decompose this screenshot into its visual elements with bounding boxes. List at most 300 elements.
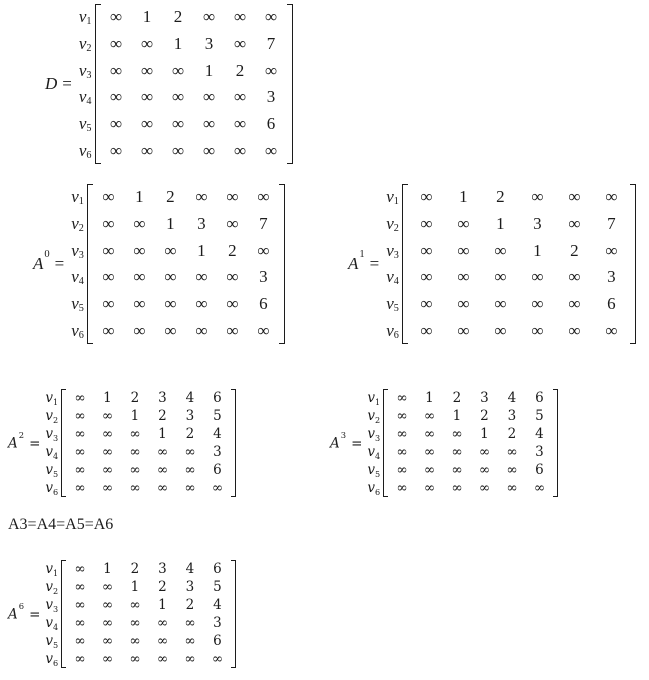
equality-note: A3=A4=A5=A6 xyxy=(8,516,114,533)
row-label xyxy=(71,264,84,291)
matrix-cell: ∞ xyxy=(264,7,278,27)
matrix-cell: ∞ xyxy=(396,390,408,406)
matrix-cell: 2 xyxy=(507,426,517,442)
matrix-cell: ∞ xyxy=(171,87,185,107)
matrix-cell: ∞ xyxy=(568,214,581,234)
matrix-cell: 1 xyxy=(166,214,175,234)
matrix-cell: ∞ xyxy=(478,480,491,496)
matrix-cell: ∞ xyxy=(226,294,239,314)
matrix-cell: ∞ xyxy=(133,214,146,234)
vertex-symbol: v xyxy=(78,140,87,160)
matrix-cell: ∞ xyxy=(257,320,270,340)
matrix-cell: ∞ xyxy=(420,320,433,340)
row-label xyxy=(386,184,399,211)
row-label xyxy=(386,317,399,344)
row-label xyxy=(79,57,92,84)
vertex-index: 6 xyxy=(375,486,381,497)
row-label xyxy=(45,389,58,407)
vertex-index: 3 xyxy=(53,432,59,443)
matrix-cell: 3 xyxy=(185,579,195,595)
row-label xyxy=(386,291,399,318)
matrix-cell: 1 xyxy=(142,7,152,27)
matrix-cell: 4 xyxy=(507,390,517,406)
matrix-name: D xyxy=(45,74,58,94)
equals-sign: = xyxy=(369,254,380,274)
matrix-cell: 2 xyxy=(496,187,505,207)
matrix-cell: ∞ xyxy=(133,267,146,287)
matrix-cell: ∞ xyxy=(420,187,433,207)
row-label xyxy=(71,211,84,238)
matrix-cell: ∞ xyxy=(184,651,196,667)
vertex-symbol: v xyxy=(71,294,79,314)
vertex-index: 1 xyxy=(78,196,84,208)
matrix-cell: ∞ xyxy=(457,240,470,260)
matrix-cell: ∞ xyxy=(264,140,278,160)
matrix-cell: ∞ xyxy=(423,480,436,496)
matrix-cell: ∞ xyxy=(494,267,507,287)
matrix-cell: ∞ xyxy=(109,114,123,134)
row-label xyxy=(79,84,92,111)
matrix-cell: 1 xyxy=(130,579,140,595)
vertex-symbol: v xyxy=(45,444,54,460)
matrix-cell: 6 xyxy=(213,561,222,577)
equals-sign: = xyxy=(62,74,72,94)
matrix-cell: 3 xyxy=(204,34,214,54)
vertex-index: 4 xyxy=(53,621,59,632)
matrix-label xyxy=(330,429,363,452)
row-label xyxy=(386,211,399,238)
vertex-index: 6 xyxy=(393,329,399,341)
vertex-symbol: v xyxy=(386,320,394,340)
vertex-index: 4 xyxy=(53,450,59,461)
matrix-cell: 2 xyxy=(452,390,462,406)
vertex-index: 4 xyxy=(375,450,381,461)
vertex-index: 6 xyxy=(78,329,84,341)
matrix-cell: ∞ xyxy=(140,114,154,134)
matrix-cell: ∞ xyxy=(226,187,239,207)
matrix-cell: ∞ xyxy=(140,140,154,160)
matrix-cell: 7 xyxy=(607,214,616,234)
matrix-cell: ∞ xyxy=(101,633,114,649)
matrix-cell: 1 xyxy=(158,597,167,613)
vertex-index: 3 xyxy=(86,69,92,81)
matrix-body xyxy=(79,4,293,164)
matrix-cell: 2 xyxy=(570,240,579,260)
matrix-cell: 3 xyxy=(507,408,517,424)
matrix-cell: ∞ xyxy=(211,651,224,667)
matrix-cell: ∞ xyxy=(171,140,185,160)
matrix-cell: 3 xyxy=(185,408,195,424)
row-labels xyxy=(45,560,58,668)
matrix-cell: ∞ xyxy=(202,114,216,134)
matrix-cell: 3 xyxy=(197,214,206,234)
matrix-cell: ∞ xyxy=(605,187,618,207)
vertex-index: 2 xyxy=(78,223,84,235)
vertex-symbol: v xyxy=(71,267,79,287)
matrix-cell: ∞ xyxy=(129,444,141,460)
row-labels xyxy=(45,389,58,497)
vertex-symbol: v xyxy=(45,462,54,478)
vertex-index: 4 xyxy=(78,276,84,288)
matrix-name: A xyxy=(330,435,340,452)
matrix-cell: 6 xyxy=(213,633,222,649)
matrix-cell: ∞ xyxy=(195,294,208,314)
matrix-cell: ∞ xyxy=(74,633,86,649)
matrix-cells xyxy=(66,560,231,668)
row-label xyxy=(367,389,380,407)
matrix-cell: ∞ xyxy=(102,267,115,287)
matrix-cell: ∞ xyxy=(506,462,518,478)
vertex-index: 5 xyxy=(53,639,59,650)
matrix-cell: ∞ xyxy=(74,480,86,496)
matrix-cell: ∞ xyxy=(129,426,141,442)
vertex-index: 5 xyxy=(393,303,399,315)
matrix-cell: 2 xyxy=(235,60,245,80)
equals-sign: = xyxy=(351,435,363,452)
row-label xyxy=(45,596,58,614)
vertex-symbol: v xyxy=(367,390,376,406)
row-label xyxy=(79,137,92,164)
matrix-cell: ∞ xyxy=(101,597,114,613)
vertex-symbol: v xyxy=(71,320,79,340)
matrix-cell: ∞ xyxy=(195,267,208,287)
vertex-symbol: v xyxy=(45,480,54,496)
matrix-cell: ∞ xyxy=(423,462,436,478)
matrix-cell: 2 xyxy=(166,187,175,207)
matrix-cell: ∞ xyxy=(129,480,141,496)
matrix-cell: ∞ xyxy=(156,651,169,667)
matrix-cell: ∞ xyxy=(195,187,208,207)
vertex-symbol: v xyxy=(78,114,87,134)
matrix-cell: 6 xyxy=(535,390,544,406)
vertex-symbol: v xyxy=(71,214,79,234)
matrix-exponent: 3 xyxy=(340,429,347,440)
matrix-cell: ∞ xyxy=(101,579,114,595)
row-labels xyxy=(71,184,84,344)
vertex-index: 5 xyxy=(86,123,92,135)
matrix-cell: ∞ xyxy=(101,480,114,496)
matrix-cell: ∞ xyxy=(184,444,196,460)
right-bracket xyxy=(553,389,558,497)
matrix-cell: ∞ xyxy=(109,140,123,160)
vertex-symbol: v xyxy=(367,480,376,496)
row-label xyxy=(45,650,58,668)
matrix-cell: 5 xyxy=(213,579,222,595)
matrix-cell: 3 xyxy=(259,267,268,287)
vertex-symbol: v xyxy=(71,187,79,207)
matrix-cell: ∞ xyxy=(257,240,270,260)
matrix-cell: ∞ xyxy=(164,240,177,260)
matrix-cell: 6 xyxy=(213,390,222,406)
matrix-cell: ∞ xyxy=(202,140,216,160)
matrix-cell: ∞ xyxy=(171,114,185,134)
matrix-cell: 1 xyxy=(103,561,112,577)
matrix-A2-block xyxy=(8,389,236,497)
vertex-index: 6 xyxy=(53,486,59,497)
row-label xyxy=(71,237,84,264)
matrix-A3-block xyxy=(330,389,558,497)
matrix-cell: ∞ xyxy=(101,426,114,442)
matrix-cell: ∞ xyxy=(506,444,518,460)
vertex-index: 6 xyxy=(53,657,59,668)
matrix-cell: 1 xyxy=(158,426,167,442)
matrix-cell: 2 xyxy=(480,408,489,424)
matrix-cell: ∞ xyxy=(74,579,86,595)
matrix-label xyxy=(33,248,65,274)
matrix-cell: ∞ xyxy=(233,114,247,134)
vertex-symbol: v xyxy=(45,579,54,595)
matrix-cell: ∞ xyxy=(478,444,491,460)
row-label xyxy=(79,4,92,31)
matrix-cell: ∞ xyxy=(605,320,618,340)
row-labels xyxy=(367,389,380,497)
matrix-exponent: 1 xyxy=(359,248,365,260)
matrix-cell: ∞ xyxy=(109,7,123,27)
matrix-cell: ∞ xyxy=(226,320,239,340)
matrix-A6-block xyxy=(8,560,236,668)
vertex-symbol: v xyxy=(367,462,376,478)
vertex-symbol: v xyxy=(386,294,394,314)
matrix-cell: ∞ xyxy=(233,34,247,54)
matrix-cell: ∞ xyxy=(184,480,196,496)
matrix-cell: ∞ xyxy=(451,480,463,496)
vertex-index: 3 xyxy=(393,249,399,261)
vertex-symbol: v xyxy=(45,651,54,667)
matrix-cell: ∞ xyxy=(184,633,196,649)
matrix-cell: ∞ xyxy=(457,294,470,314)
matrix-cell: ∞ xyxy=(494,240,507,260)
matrix-cell: ∞ xyxy=(478,462,491,478)
matrix-exponent: 0 xyxy=(44,248,50,260)
vertex-symbol: v xyxy=(78,7,87,27)
matrix-cell: ∞ xyxy=(164,294,177,314)
matrix-cells xyxy=(66,389,231,497)
matrix-cell: ∞ xyxy=(133,320,146,340)
vertex-symbol: v xyxy=(45,597,54,613)
vertex-symbol: v xyxy=(45,561,54,577)
matrix-cell: 1 xyxy=(452,408,462,424)
matrix-cell: ∞ xyxy=(164,267,177,287)
matrix-cell: ∞ xyxy=(109,87,123,107)
row-label xyxy=(45,578,58,596)
matrix-exponent: 2 xyxy=(18,429,25,440)
vertex-index: 3 xyxy=(53,603,59,614)
matrix-exponent: 6 xyxy=(18,600,25,611)
matrix-cell: ∞ xyxy=(74,444,86,460)
matrix-cell: 3 xyxy=(213,615,222,631)
row-label xyxy=(45,407,58,425)
matrix-cell: 4 xyxy=(213,426,222,442)
matrix-cell: ∞ xyxy=(531,294,544,314)
matrix-cell: 3 xyxy=(158,390,167,406)
matrix-cell: 6 xyxy=(259,294,268,314)
matrix-cell: ∞ xyxy=(140,34,154,54)
matrix-cell: ∞ xyxy=(74,561,86,577)
matrix-cell: ∞ xyxy=(568,187,581,207)
matrix-cell: ∞ xyxy=(102,214,115,234)
matrix-cell: 2 xyxy=(130,390,140,406)
matrix-cell: ∞ xyxy=(129,615,141,631)
matrix-cell: ∞ xyxy=(101,651,114,667)
vertex-symbol: v xyxy=(71,240,79,260)
row-label xyxy=(71,291,84,318)
row-label xyxy=(71,317,84,344)
matrix-cell: ∞ xyxy=(74,651,86,667)
matrix-cell: 3 xyxy=(533,214,542,234)
right-bracket xyxy=(287,4,293,164)
matrix-cell: 4 xyxy=(213,597,222,613)
vertex-index: 2 xyxy=(393,223,399,235)
matrix-cell: 1 xyxy=(135,187,144,207)
matrix-cell: 1 xyxy=(130,408,140,424)
matrix-cell: ∞ xyxy=(74,462,86,478)
matrix-cell: 2 xyxy=(228,240,237,260)
matrix-cell: ∞ xyxy=(101,444,114,460)
matrix-name: A xyxy=(348,254,359,274)
matrix-name: A xyxy=(8,606,18,623)
row-label xyxy=(367,443,380,461)
matrix-label xyxy=(348,248,380,274)
row-label xyxy=(79,31,92,58)
row-label xyxy=(45,479,58,497)
matrix-D-block xyxy=(45,4,293,164)
matrix-cell: 2 xyxy=(130,561,140,577)
vertex-symbol: v xyxy=(78,60,87,80)
row-label xyxy=(45,632,58,650)
right-bracket xyxy=(630,184,636,344)
matrix-cell: ∞ xyxy=(451,426,463,442)
matrix-cell: ∞ xyxy=(226,214,239,234)
vertex-index: 1 xyxy=(393,196,399,208)
matrix-cell: ∞ xyxy=(140,87,154,107)
matrix-cell: 2 xyxy=(185,426,195,442)
matrix-cell: ∞ xyxy=(533,480,546,496)
matrix-cell: ∞ xyxy=(74,390,86,406)
matrix-cell: ∞ xyxy=(156,444,169,460)
matrix-cell: ∞ xyxy=(129,597,141,613)
matrix-cell: 1 xyxy=(496,214,505,234)
matrix-cell: ∞ xyxy=(568,267,581,287)
row-label xyxy=(79,111,92,138)
vertex-index: 3 xyxy=(78,249,84,261)
matrix-cell: 1 xyxy=(173,34,183,54)
matrix-cell: 3 xyxy=(213,444,222,460)
matrix-cell: ∞ xyxy=(531,267,544,287)
equals-sign: = xyxy=(54,254,65,274)
matrix-body xyxy=(45,389,236,497)
matrix-cell: ∞ xyxy=(233,87,247,107)
matrix-cell: 7 xyxy=(266,34,276,54)
matrix-name: A xyxy=(8,435,18,452)
matrix-cell: 3 xyxy=(266,87,276,107)
vertex-symbol: v xyxy=(367,444,376,460)
matrix-cell: ∞ xyxy=(184,462,196,478)
matrix-cell: ∞ xyxy=(506,480,518,496)
matrix-cell: ∞ xyxy=(226,267,239,287)
matrix-cell: 4 xyxy=(535,426,544,442)
vertex-index: 5 xyxy=(53,468,59,479)
vertex-symbol: v xyxy=(45,408,54,424)
matrix-cell: ∞ xyxy=(202,87,216,107)
matrix-cell: ∞ xyxy=(423,408,436,424)
vertex-symbol: v xyxy=(45,426,54,442)
matrix-cell: ∞ xyxy=(531,187,544,207)
matrix-cell: ∞ xyxy=(156,633,169,649)
row-label xyxy=(367,425,380,443)
matrix-cell: ∞ xyxy=(102,294,115,314)
matrix-cell: 4 xyxy=(185,390,195,406)
vertex-index: 1 xyxy=(53,396,59,407)
right-bracket xyxy=(279,184,285,344)
matrix-body xyxy=(71,184,285,344)
matrix-cell: 5 xyxy=(535,408,544,424)
matrix-cell: 1 xyxy=(480,426,489,442)
matrix-cell: ∞ xyxy=(257,187,270,207)
matrix-cell: 6 xyxy=(266,114,276,134)
matrix-cell: ∞ xyxy=(451,444,463,460)
vertex-symbol: v xyxy=(45,615,54,631)
matrix-cells xyxy=(408,184,630,344)
matrix-cell: ∞ xyxy=(101,408,114,424)
matrix-cell: ∞ xyxy=(129,633,141,649)
matrix-cell: ∞ xyxy=(531,320,544,340)
matrix-cell: 1 xyxy=(533,240,542,260)
matrix-cell: 4 xyxy=(185,561,195,577)
row-label xyxy=(386,264,399,291)
matrix-label xyxy=(45,74,72,94)
row-labels xyxy=(79,4,92,164)
matrix-cell: 1 xyxy=(425,390,434,406)
matrix-cell: ∞ xyxy=(171,60,185,80)
matrix-cell: ∞ xyxy=(202,7,216,27)
matrix-cells xyxy=(93,184,279,344)
vertex-symbol: v xyxy=(45,633,54,649)
matrix-cell: ∞ xyxy=(74,597,86,613)
matrix-cell: ∞ xyxy=(109,34,123,54)
right-bracket xyxy=(231,389,236,497)
matrix-cell: ∞ xyxy=(129,462,141,478)
matrix-cell: ∞ xyxy=(457,267,470,287)
matrix-cell: ∞ xyxy=(74,408,86,424)
matrix-cell: 6 xyxy=(213,462,222,478)
vertex-symbol: v xyxy=(78,34,87,54)
row-label xyxy=(367,407,380,425)
vertex-index: 2 xyxy=(375,414,381,425)
matrix-cell: ∞ xyxy=(156,615,169,631)
matrix-cell: 3 xyxy=(158,561,167,577)
matrix-cell: ∞ xyxy=(396,480,408,496)
matrix-cell: ∞ xyxy=(102,320,115,340)
vertex-index: 3 xyxy=(375,432,381,443)
matrix-cell: ∞ xyxy=(156,480,169,496)
matrix-name: A xyxy=(33,254,44,274)
matrix-A0-block xyxy=(33,184,285,344)
matrix-cell: 1 xyxy=(459,187,468,207)
matrix-body xyxy=(367,389,558,497)
matrix-cell: ∞ xyxy=(164,320,177,340)
matrix-cell: 1 xyxy=(204,60,214,80)
matrix-cell: ∞ xyxy=(568,294,581,314)
matrix-cell: 2 xyxy=(158,408,167,424)
matrix-cell: ∞ xyxy=(140,60,154,80)
matrix-cell: 5 xyxy=(213,408,222,424)
vertex-symbol: v xyxy=(367,426,376,442)
matrix-cell: ∞ xyxy=(211,480,224,496)
matrix-cell: ∞ xyxy=(420,267,433,287)
matrix-cell: ∞ xyxy=(396,426,408,442)
right-bracket xyxy=(231,560,236,668)
vertex-symbol: v xyxy=(367,408,376,424)
